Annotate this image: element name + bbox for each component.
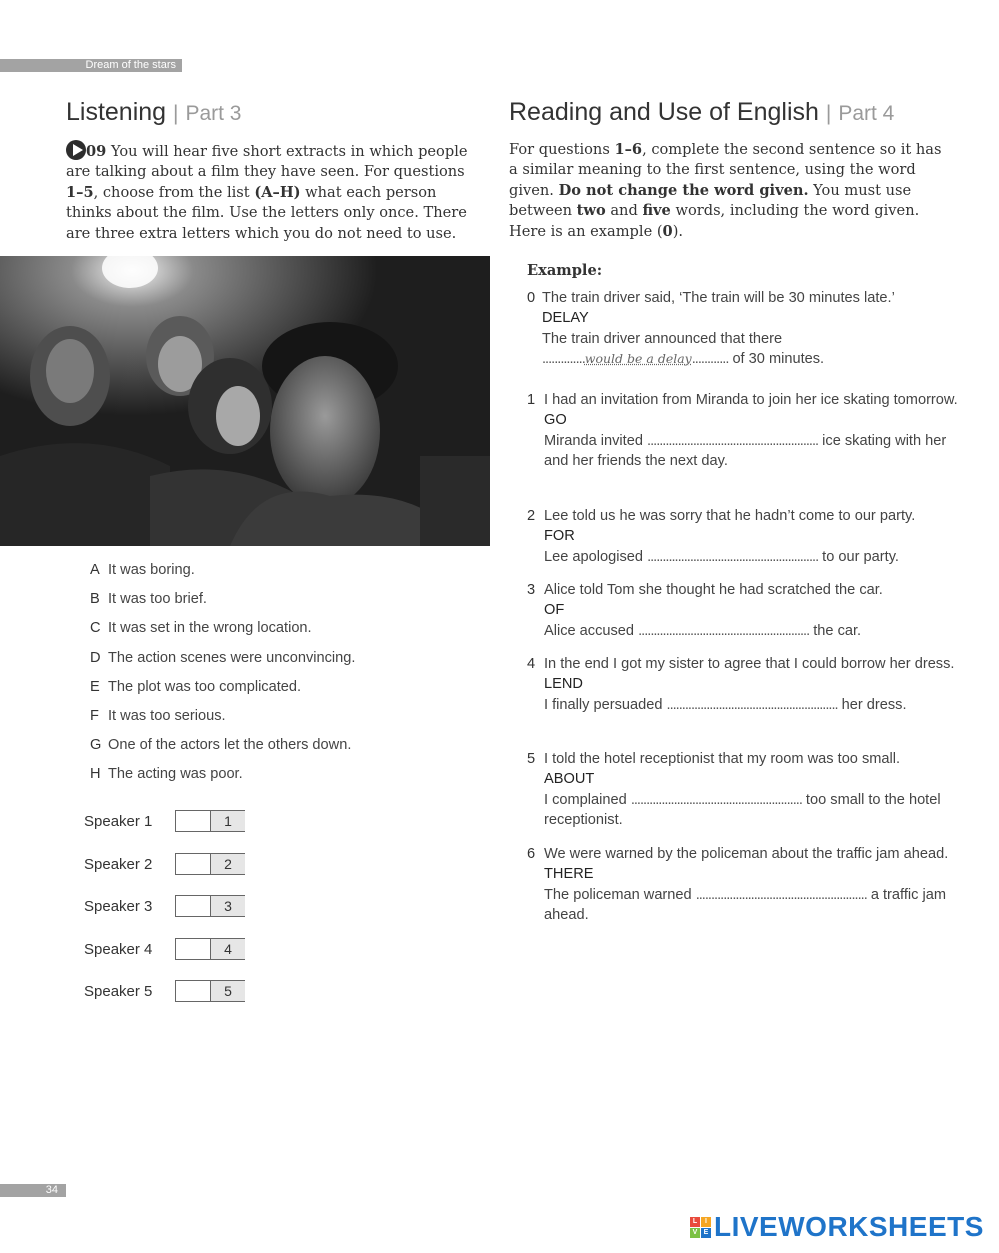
option-text: One of the actors let the others down. [108, 737, 352, 754]
transformed-end: ice skating with her and her friends the next day. [544, 432, 947, 470]
transformed-start: Lee apologised [544, 548, 648, 565]
logo-mark-letter: L [690, 1217, 700, 1227]
question-number: 5 [527, 751, 536, 767]
option-text: It was too serious. [108, 707, 226, 724]
speaker-label: Speaker 1 [84, 813, 153, 830]
transformed-end: the car. [809, 622, 862, 639]
question-sentence: Alice told Tom she thought he had scratched the car. [544, 582, 883, 598]
option-item [90, 708, 355, 737]
reading-intro-text: and [605, 202, 643, 220]
answer-input[interactable] [176, 939, 211, 959]
logo-mark-icon [690, 1217, 711, 1238]
keyword: OF [544, 602, 565, 619]
option-letter: D [90, 649, 101, 666]
transformed-start: The policeman warned [544, 886, 696, 903]
option-text: It was boring. [108, 562, 195, 578]
reading-title [509, 98, 894, 127]
option-item [90, 679, 355, 708]
example-answer: would be a delay [584, 351, 692, 367]
keyword: FOR [544, 528, 575, 545]
transformed-start: I complained [544, 791, 631, 808]
answer-number: 5 [211, 981, 245, 1001]
option-item [90, 562, 355, 591]
reading-part: Part 4 [838, 102, 895, 125]
keyword: THERE [544, 866, 594, 883]
option-letter: A [90, 562, 100, 578]
listening-range: 1–5 [66, 183, 94, 201]
option-item [90, 737, 355, 766]
option-item [90, 620, 355, 649]
answer-number: 2 [211, 854, 245, 874]
answer-options-list [90, 562, 355, 796]
answer-box [175, 980, 245, 1002]
answer-gap[interactable]: ........................................................ [647, 432, 819, 449]
option-item [90, 766, 355, 795]
keyword: GO [544, 412, 567, 429]
title-separator: | [825, 102, 832, 125]
transformed-end: her dress. [837, 696, 907, 713]
question-sentence: In the end I got my sister to agree that I could borrow her dress. [544, 656, 955, 672]
option-letter: B [90, 591, 100, 608]
answer-dots: ............ [691, 351, 729, 368]
keyword: DELAY [542, 310, 589, 327]
question-number: 6 [527, 846, 536, 862]
option-text: It was too brief. [108, 591, 207, 608]
transformed-start: The train driver announced that there [542, 330, 783, 347]
answer-input[interactable] [176, 896, 211, 916]
option-item [90, 591, 355, 620]
question-number: 0 [527, 290, 536, 306]
listening-part: Part 3 [185, 102, 242, 125]
logo-mark-letter: I [701, 1217, 711, 1227]
question-body [544, 654, 959, 715]
question-number: 1 [527, 392, 536, 408]
logo-mark-letter: E [701, 1228, 711, 1238]
question-sentence: I had an invitation from Miranda to join her ice skating tomorrow. [544, 392, 958, 408]
track-number: 09 [86, 143, 107, 160]
answer-gap[interactable]: ........................................................ [695, 886, 867, 903]
option-letter: C [90, 620, 101, 637]
listening-title [66, 98, 241, 127]
question-sentence: Lee told us he was sorry that he hadn’t come to our party. [544, 508, 916, 524]
speaker-label: Speaker 5 [84, 983, 153, 1001]
listening-instructions [66, 140, 486, 244]
question-body [544, 844, 959, 926]
option-text: The plot was too complicated. [108, 678, 302, 695]
answer-dots: .............. [542, 351, 585, 368]
answer-number: 3 [211, 896, 245, 916]
transformed-start: I finally persuaded [544, 696, 667, 713]
transformed-end: too small to the hotel receptionist. [544, 791, 941, 829]
transformed-end: a traffic jam ahead. [544, 886, 946, 924]
transformed-start: Miranda invited [544, 432, 648, 449]
speaker-label: Speaker 2 [84, 855, 153, 873]
reading-heading: Reading and Use of English [509, 98, 819, 126]
option-item [90, 650, 355, 679]
listening-intro-text: , choose from the list [93, 183, 255, 201]
answer-input[interactable] [176, 981, 211, 1001]
question-sentence: I told the hotel receptionist that my room was too small. [544, 751, 901, 767]
reading-warning: Do not change the word given. [558, 181, 809, 199]
listening-intro-text: You will hear five short extracts in which people are talking about a film they have seen. For questions [66, 143, 468, 181]
listening-intro-text: what each person thinks about the film. Use the letters only once. There are three extra letters which you do not need to use. [66, 183, 467, 242]
option-text: The action scenes were unconvincing. [108, 649, 356, 666]
question-number: 2 [527, 508, 536, 524]
unit-label: Dream of the stars [0, 59, 182, 72]
answer-number: 4 [211, 939, 245, 959]
answer-box [175, 810, 245, 832]
page-number: 34 [0, 1184, 66, 1197]
reading-example-ref: 0 [662, 222, 673, 240]
reading-intro-text: words, including the word given. Here is an example ( [509, 202, 920, 240]
answer-input[interactable] [176, 854, 211, 874]
question-body [544, 506, 959, 567]
reading-range: 1–6 [614, 141, 643, 158]
answer-box [175, 938, 245, 960]
answer-gap[interactable]: ........................................................ [638, 622, 810, 639]
option-letter: G [90, 737, 102, 754]
answer-gap[interactable]: ........................................................ [630, 791, 802, 808]
option-letter: E [90, 678, 100, 695]
answer-box [175, 853, 245, 875]
reading-intro-text: , complete the second sentence so it has a similar meaning to the first sentence, using the word given. [509, 141, 942, 199]
answer-gap[interactable]: ........................................................ [666, 696, 838, 713]
reading-instructions [509, 140, 954, 242]
question-body [544, 580, 959, 641]
reading-min-words: two [576, 202, 606, 220]
listening-heading: Listening [66, 98, 167, 126]
listening-letters: (A–H) [254, 183, 301, 201]
reading-intro-text: For questions [509, 141, 615, 158]
photo-illustration [0, 256, 490, 546]
question-sentence: We were warned by the policeman about the traffic jam ahead. [544, 846, 949, 862]
logo-text: LIVEWORKSHEETS [714, 1211, 984, 1242]
question-number: 4 [527, 656, 536, 672]
question-body [544, 390, 959, 472]
example-label: Example: [527, 262, 603, 279]
reading-intro-text: You must use between [509, 181, 912, 220]
answer-input[interactable] [176, 811, 211, 831]
cinema-audience-photo [0, 256, 490, 546]
question-sentence: The train driver said, ‘The train will be 30 minutes late.’ [542, 290, 895, 306]
answer-number: 1 [211, 811, 245, 831]
transformed-start: Alice accused [544, 622, 639, 639]
reading-intro-text: ). [672, 222, 684, 240]
option-text: It was set in the wrong location. [108, 620, 312, 637]
question-body [542, 288, 957, 370]
speaker-label: Speaker 3 [84, 898, 153, 916]
transformed-end: to our party. [818, 548, 899, 565]
title-separator: | [173, 102, 179, 125]
liveworksheets-logo [690, 1211, 984, 1243]
answer-box [175, 895, 245, 917]
question-number: 3 [527, 582, 536, 598]
logo-mark-letter: V [690, 1228, 700, 1238]
reading-max-words: five [642, 202, 671, 220]
option-letter: H [90, 766, 101, 783]
answer-gap[interactable]: ........................................................ [647, 548, 819, 565]
transformed-end: of 30 minutes. [728, 351, 825, 368]
audio-play-icon[interactable] [66, 140, 86, 160]
option-letter: F [90, 707, 99, 724]
keyword: ABOUT [544, 771, 595, 788]
option-text: The acting was poor. [108, 766, 243, 783]
keyword: LEND [544, 676, 583, 693]
question-body [544, 749, 959, 831]
speaker-label: Speaker 4 [84, 940, 153, 958]
